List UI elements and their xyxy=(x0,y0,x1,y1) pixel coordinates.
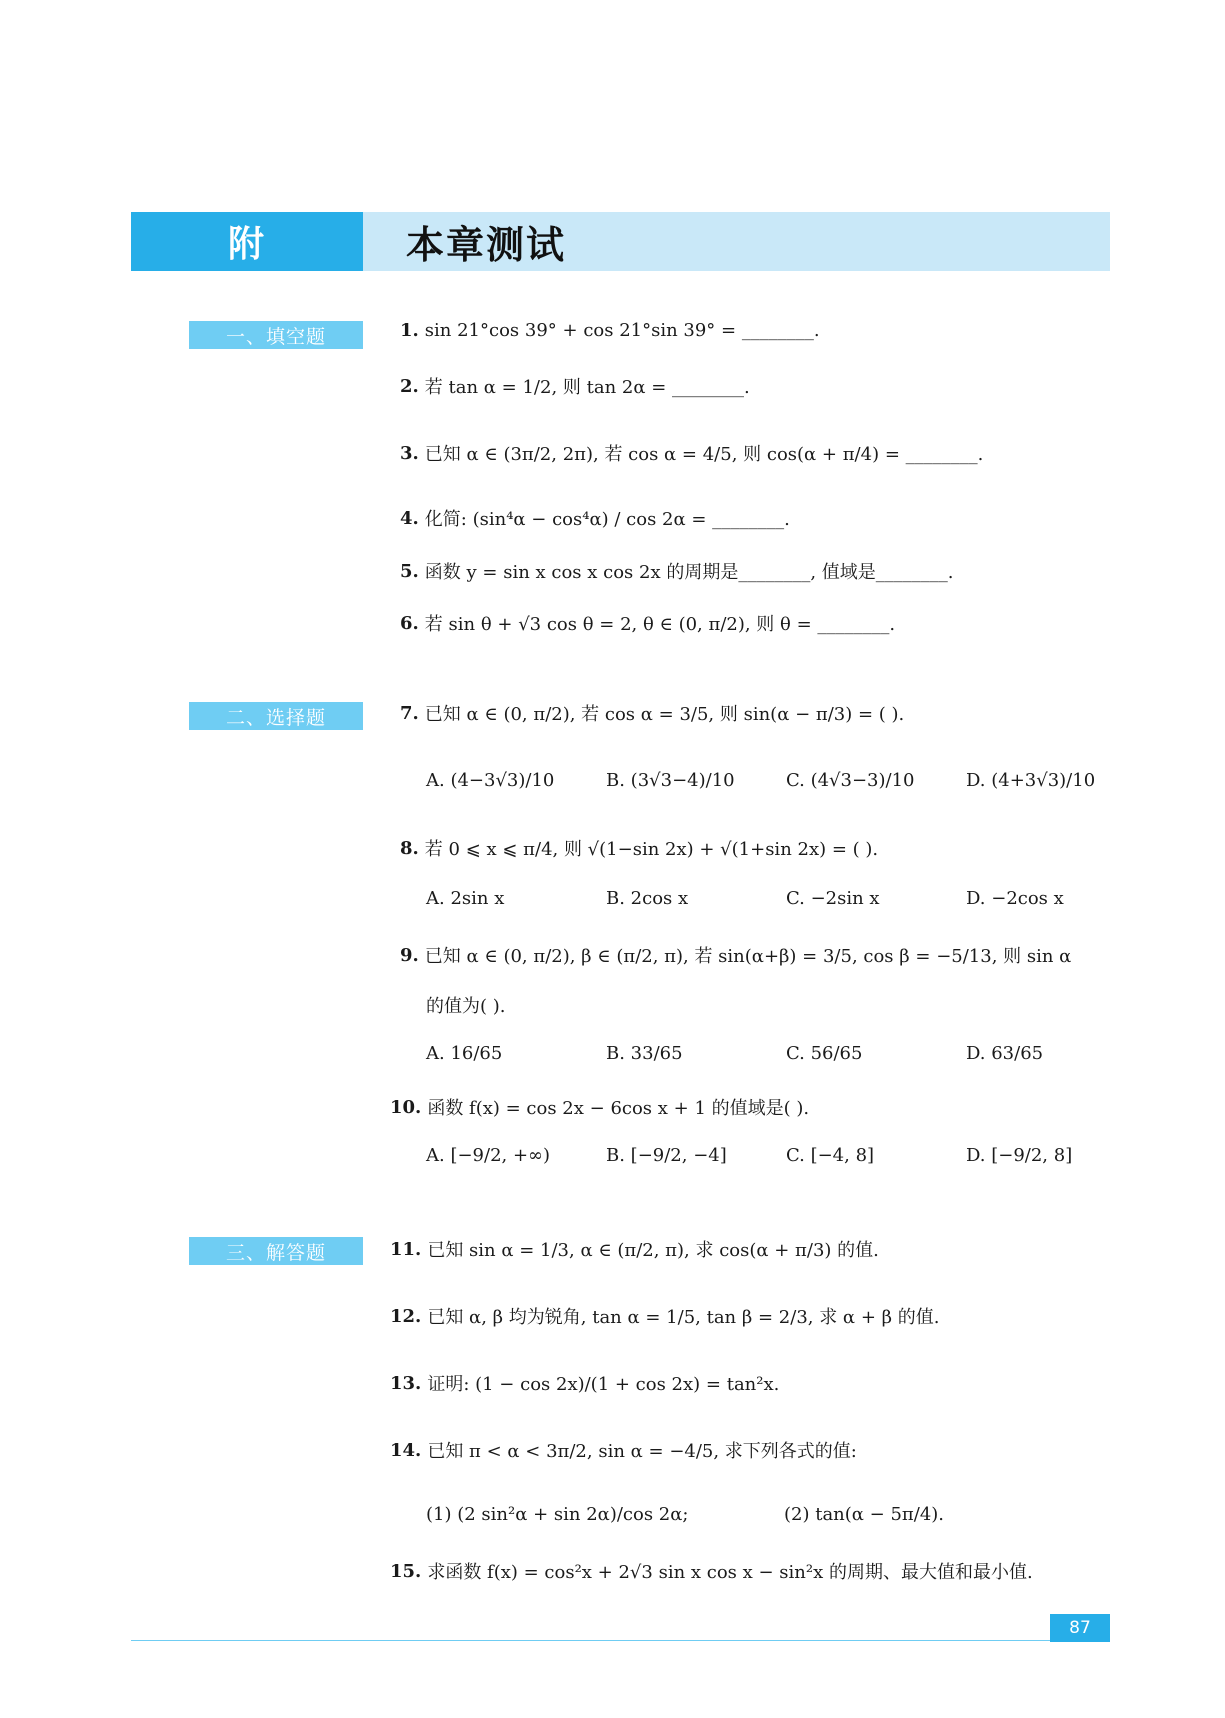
question-text: 化简: (sin⁴α − cos⁴α) / cos 2α = ________. xyxy=(424,509,790,530)
question-13 xyxy=(390,1370,779,1396)
section-label-multiple-choice: 二、选择题 xyxy=(189,702,363,730)
question-text: 已知 α ∈ (0, π/2), 若 cos α = 3/5, 则 sin(α − π/3) = ( ). xyxy=(424,704,905,725)
question-10 xyxy=(390,1094,809,1120)
option-d: D. [−9/2, 8] xyxy=(966,1145,1073,1166)
option-b: B. 2cos x xyxy=(606,888,689,909)
question-number: 4. xyxy=(400,507,419,529)
question-15 xyxy=(390,1558,1033,1584)
option-d: D. −2cos x xyxy=(966,888,1064,909)
question-text: 函数 y = sin x cos x cos 2x 的周期是________, 值域是________. xyxy=(424,562,954,583)
question-text: 已知 α ∈ (3π/2, 2π), 若 cos α = 4/5, 则 cos(α + π/4) = ________. xyxy=(424,444,984,465)
option-d: D. 63/65 xyxy=(966,1043,1044,1064)
option-c: C. (4√3−3)/10 xyxy=(786,770,915,791)
question-11 xyxy=(390,1236,879,1262)
question-text: 已知 π < α < 3π/2, sin α = −4/5, 求下列各式的值: xyxy=(427,1441,857,1462)
question-number: 12. xyxy=(390,1305,422,1327)
question-number: 9. xyxy=(400,944,419,966)
question-text: 已知 α, β 均为锐角, tan α = 1/5, tan β = 2/3, 求 α + β 的值. xyxy=(427,1307,940,1328)
question-text: 已知 sin α = 1/3, α ∈ (π/2, π), 求 cos(α + π/3) 的值. xyxy=(427,1240,879,1261)
question-number: 11. xyxy=(390,1238,422,1260)
question-text: sin 21°cos 39° + cos 21°sin 39° = ________. xyxy=(424,320,820,341)
question-4 xyxy=(400,505,790,531)
footer-divider xyxy=(131,1640,1110,1641)
question-8 xyxy=(400,835,878,861)
question-14 xyxy=(390,1437,857,1463)
question-1 xyxy=(400,320,820,341)
part-2: (2) tan(α − 5π/4). xyxy=(784,1504,945,1525)
option-c: C. −2sin x xyxy=(786,888,880,909)
question-5 xyxy=(400,558,954,584)
question-2 xyxy=(400,373,750,399)
question-number: 8. xyxy=(400,837,419,859)
question-number: 13. xyxy=(390,1372,422,1394)
option-b: B. 33/65 xyxy=(606,1043,683,1064)
question-number: 6. xyxy=(400,612,419,634)
question-number: 5. xyxy=(400,560,419,582)
option-a: A. 2sin x xyxy=(426,888,505,909)
chapter-header xyxy=(131,212,1110,271)
option-a: A. (4−3√3)/10 xyxy=(426,770,555,791)
question-9-continued xyxy=(426,992,506,1018)
question-text: 若 0 ⩽ x ⩽ π/4, 则 √(1−sin 2x) + √(1+sin 2x) = ( ). xyxy=(424,839,879,860)
question-number: 2. xyxy=(400,375,419,397)
question-9 xyxy=(400,942,1071,968)
question-text: 若 sin θ + √3 cos θ = 2, θ ∈ (0, π/2), 则 θ = ________. xyxy=(424,614,896,635)
question-number: 15. xyxy=(390,1560,422,1582)
option-b: B. (3√3−4)/10 xyxy=(606,770,735,791)
chapter-tab: 附 xyxy=(131,212,363,271)
question-text: 已知 α ∈ (0, π/2), β ∈ (π/2, π), 若 sin(α+β) = 3/5, cos β = −5/13, 则 sin α xyxy=(424,946,1072,967)
section-label-fill-in: 一、填空题 xyxy=(189,321,363,349)
page-number: 87 xyxy=(1050,1614,1110,1642)
option-a: A. [−9/2, +∞) xyxy=(426,1145,551,1166)
question-12 xyxy=(390,1303,939,1329)
option-c: C. 56/65 xyxy=(786,1043,863,1064)
question-number: 7. xyxy=(400,702,419,724)
question-number: 1. xyxy=(400,320,419,341)
option-a: A. 16/65 xyxy=(426,1043,503,1064)
question-text: 函数 f(x) = cos 2x − 6cos x + 1 的值域是( ). xyxy=(427,1098,810,1119)
question-7 xyxy=(400,700,904,726)
question-text: 证明: (1 − cos 2x)/(1 + cos 2x) = tan²x. xyxy=(427,1374,780,1395)
option-c: C. [−4, 8] xyxy=(786,1145,875,1166)
option-d: D. (4+3√3)/10 xyxy=(966,770,1096,791)
part-1: (1) (2 sin²α + sin 2α)/cos 2α; xyxy=(426,1504,689,1525)
question-text: 若 tan α = 1/2, 则 tan 2α = ________. xyxy=(424,377,750,398)
question-number: 10. xyxy=(390,1096,422,1118)
option-b: B. [−9/2, −4] xyxy=(606,1145,727,1166)
question-text-continued: 的值为( ). xyxy=(426,996,506,1017)
question-number: 14. xyxy=(390,1439,422,1461)
section-label-solve: 三、解答题 xyxy=(189,1237,363,1265)
question-number: 3. xyxy=(400,442,419,464)
chapter-title: 本章测试 xyxy=(406,223,567,267)
question-text: 求函数 f(x) = cos²x + 2√3 sin x cos x − sin²x 的周期、最大值和最小值. xyxy=(427,1562,1033,1583)
question-6 xyxy=(400,610,895,636)
question-3 xyxy=(400,440,983,466)
